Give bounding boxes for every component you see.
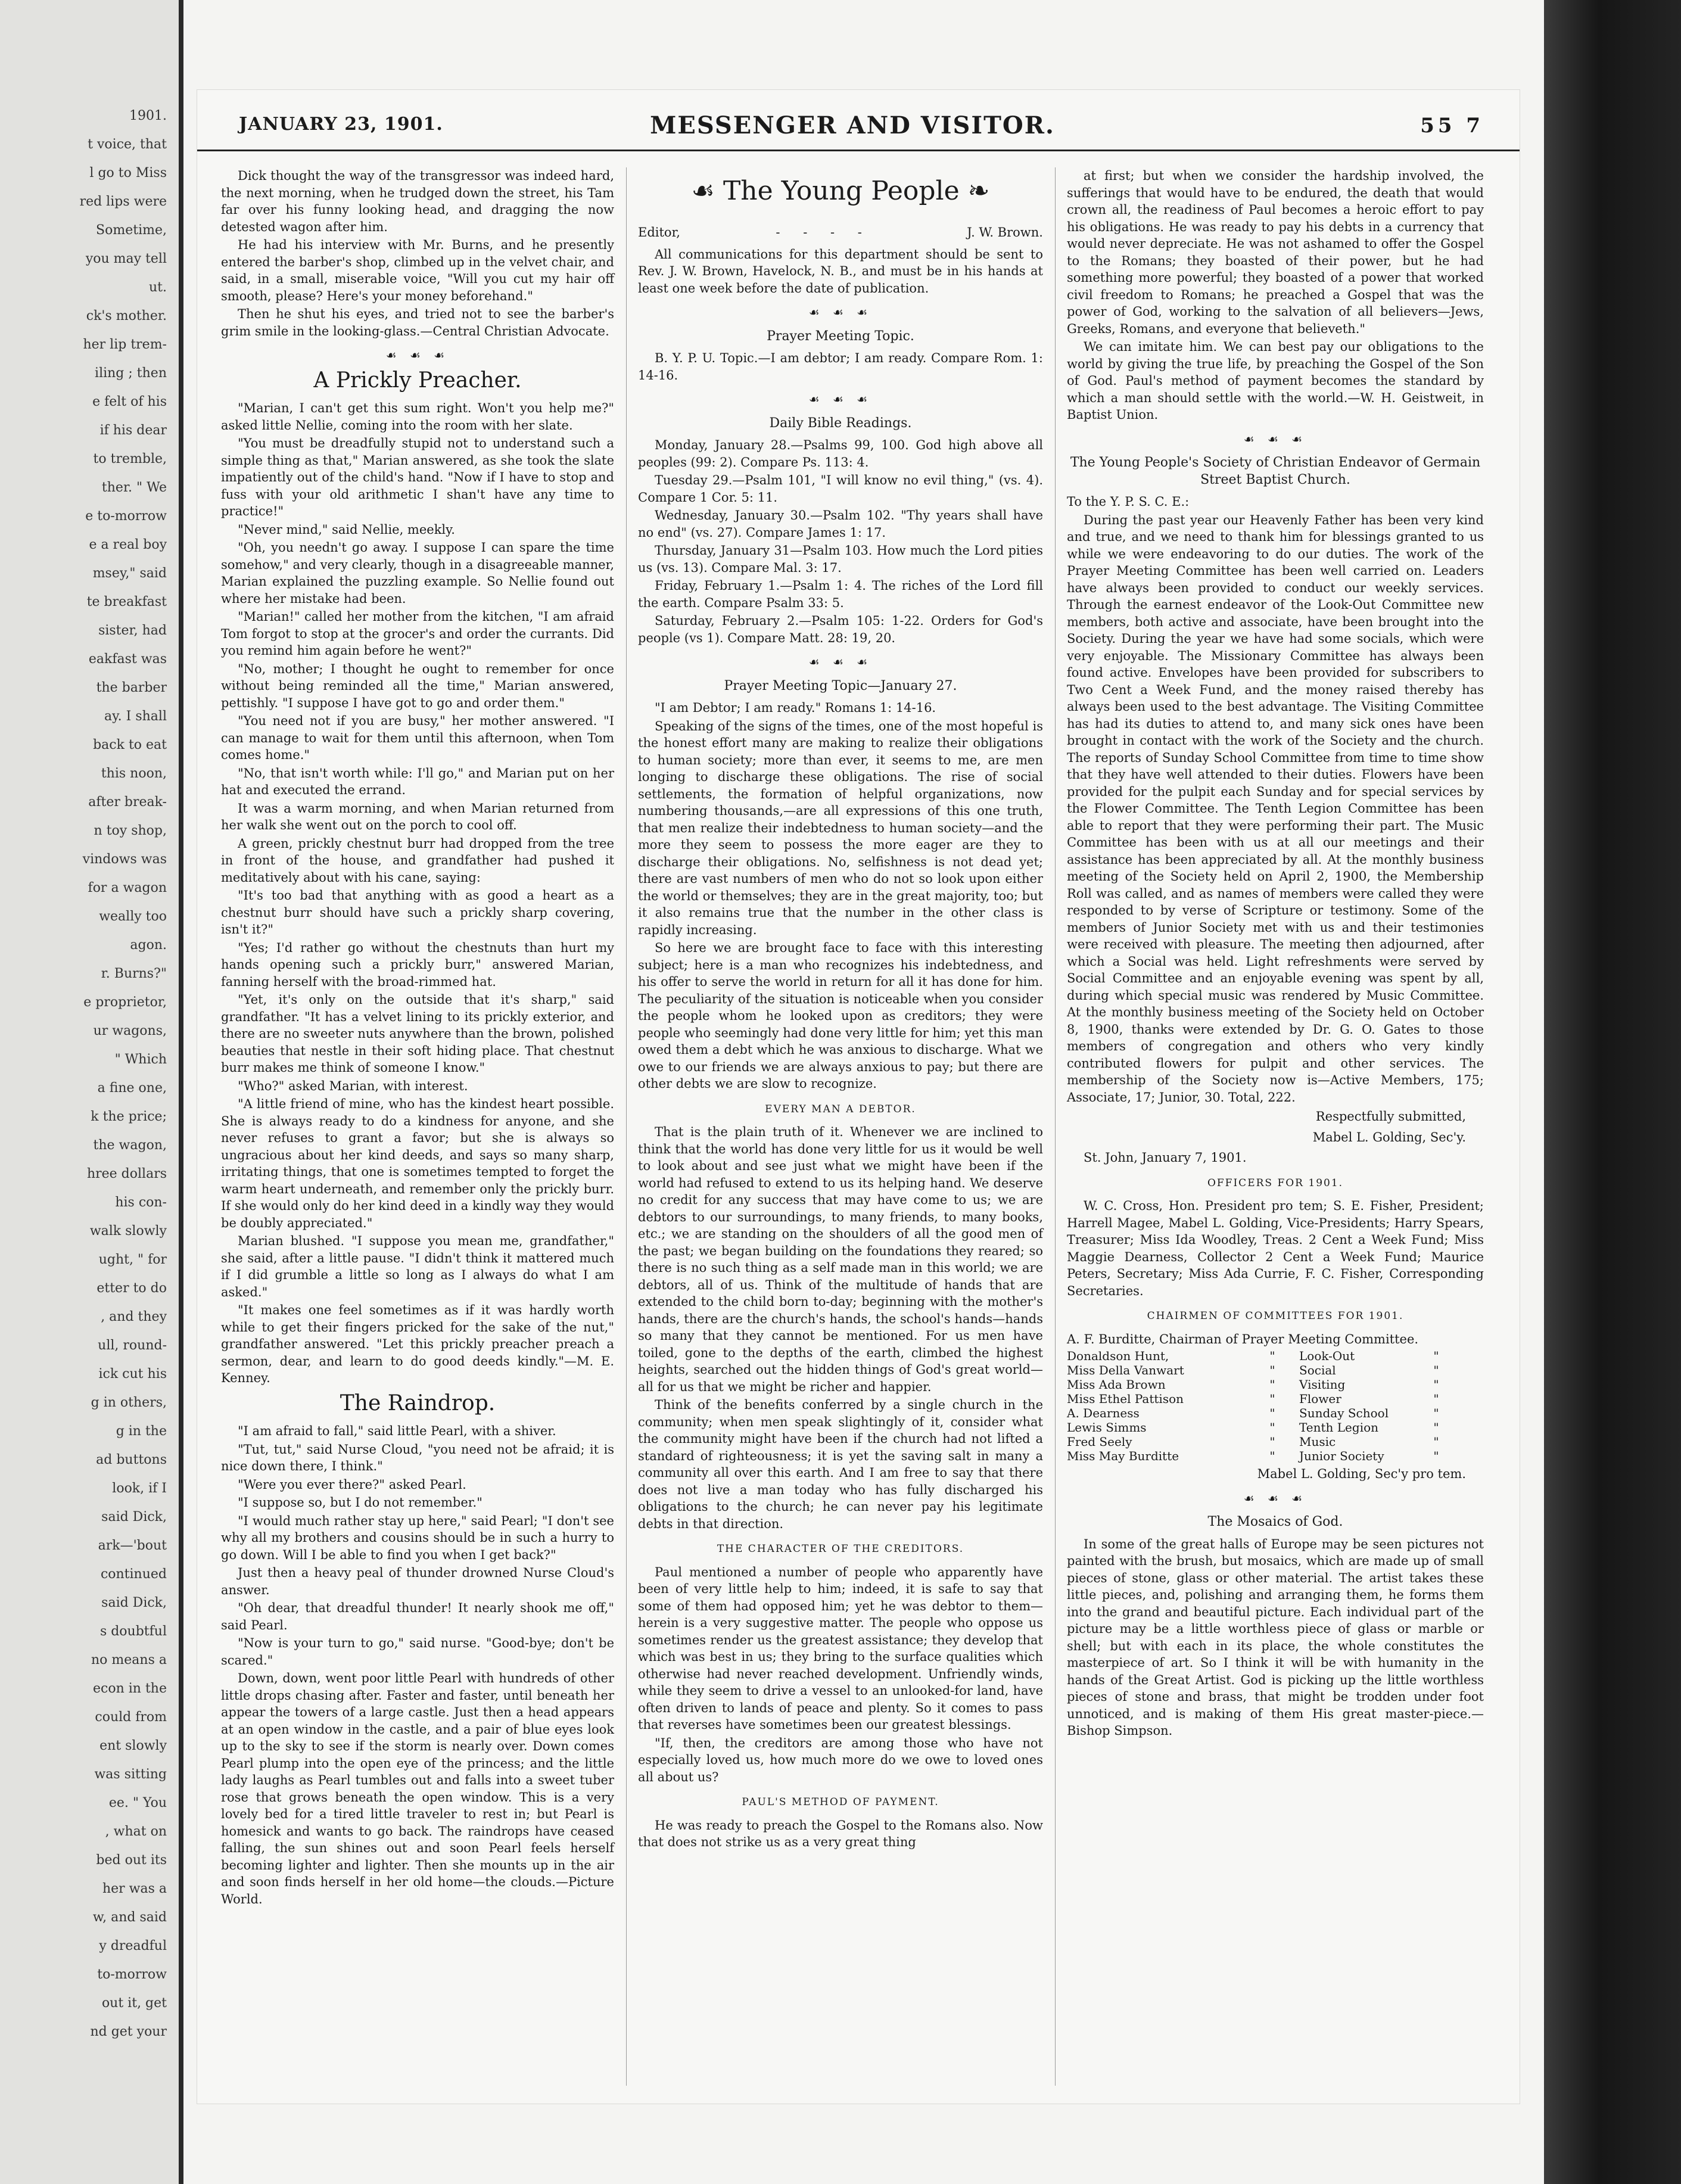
masthead-title: MESSENGER AND VISITOR. (650, 111, 1055, 139)
chairman-name: Fred Seely (1067, 1435, 1132, 1449)
editor-line: Editor, - - - - J. W. Brown. (638, 225, 1043, 239)
ditto-mark: " (1269, 1349, 1275, 1363)
previous-page-fragment: , what on (105, 1824, 167, 1839)
paragraph: "Now is your turn to go," said nurse. "Good-bye; don't be scared." (221, 1636, 614, 1667)
respectfully: Respectfully submitted, (1315, 1109, 1466, 1124)
paragraph: We can imitate him. We can best pay our obligations to the world by giving the true life, by preaching the Gospel of the Son of God. Paul's method of payment becomes the standard by which a man should settle with the world.—W. H. Geistweit, in Baptist Union. (1067, 340, 1484, 422)
previous-page-fragment: was sitting (94, 1767, 167, 1782)
paragraph: Just then a heavy peal of thunder drowned Nurse Cloud's answer. (221, 1566, 614, 1597)
paragraph: It was a warm morning, and when Marian returned from her walk she went out on the porch to cool off. (221, 801, 614, 832)
newspaper-page (197, 89, 1520, 2104)
paragraph: So here we are brought face to face with this interesting subject; here is a man who recognizes his indebtedness, and his offer to serve the world in return for all it has done for him. The peculiarity of the situation is noticeable when you consider the people whom he looked upon as creditors; they were people who seemingly had done very little for him; yet this man owed them a debt which he was anxious to discharge. What we owe to our friends we are always anxious to pay; but there are other debts we are slow to recognize. (638, 941, 1043, 1091)
prayer-topic-text: B. Y. P. U. Topic.—I am debtor; I am ready. Compare Rom. 1: 14-16. (638, 351, 1043, 382)
salutation: To the Y. P. S. C. E.: (1067, 494, 1190, 509)
raindrop-body (221, 1423, 614, 1908)
subheading-payment: PAUL'S METHOD OF PAYMENT. (742, 1796, 939, 1808)
ditto-mark: " (1433, 1449, 1439, 1463)
paragraph: "You need not if you are busy," her mother answered. "I can manage to wait for them until this afternoon, when Tom comes home." (221, 714, 614, 762)
chairmen-table (1067, 1349, 1484, 1463)
article-title-raindrop: The Raindrop. (340, 1390, 496, 1415)
previous-page-fragment: e felt of his (92, 394, 167, 409)
committee-name: Junior Society (1299, 1449, 1384, 1463)
ditto-mark: " (1433, 1420, 1439, 1435)
committee-name: Tenth Legion (1299, 1420, 1379, 1435)
prayer-topic-heading: Prayer Meeting Topic. (767, 328, 914, 344)
ornament: ☙ ☙ ☙ (808, 392, 873, 406)
ditto-mark: " (1269, 1420, 1275, 1435)
article-title-prickly-preacher: A Prickly Preacher. (313, 368, 522, 393)
chairman-row (1067, 1377, 1484, 1392)
previous-page-fragment: te breakfast (86, 595, 167, 609)
paragraph: "Oh, you needn't go away. I suppose I can spare the time somehow," and very clearly, though in a disagreeable manner, Marian explained the puzzling example. So Nellie found out where her mistake had been. (221, 540, 614, 606)
previous-page-fragment: t voice, that (88, 137, 167, 152)
previous-page-fragment: if his dear (99, 423, 167, 438)
paragraph: "Tut, tut," said Nurse Cloud, "you need not be afraid; it is nice down there, I think." (221, 1442, 614, 1473)
column-1 (221, 167, 614, 1909)
previous-page-fragment: n toy shop, (94, 823, 167, 838)
ditto-mark: " (1269, 1449, 1275, 1463)
column-2 (638, 218, 1043, 1852)
previous-page-fragment: ur wagons, (93, 1023, 167, 1038)
subheading-creditors: THE CHARACTER OF THE CREDITORS. (717, 1543, 964, 1555)
daily-readings-list (638, 437, 1043, 646)
previous-page-fragment: ut. (148, 280, 167, 295)
payment-para: He was ready to preach the Gospel to the Romans also. Now that does not strike us as a very great thing (638, 1818, 1043, 1849)
dick-story-ending (221, 167, 614, 340)
paragraph: "Marian!" called her mother from the kitchen, "I am afraid Tom forgot to stop at the grocer's and order the currants. Did you remind him again before he went?" (221, 609, 614, 658)
previous-page-fragment: you may tell (85, 251, 167, 266)
chairman-name: Lewis Simms (1067, 1420, 1147, 1435)
previous-page-fragment: ent slowly (99, 1738, 167, 1753)
paragraph: Dick thought the way of the transgressor was indeed hard, the next morning, when he trudged down the street, his Tam far over his funny looking head, and dragging the now detested wagon after him. (221, 169, 614, 234)
chairman-name: Donaldson Hunt, (1067, 1349, 1169, 1363)
officers-list: W. C. Cross, Hon. President pro tem; S. E. Fisher, President; Harrell Magee, Mabel L. Golding, Vice-Presidents; Harry Spears, Treasurer; Miss Ida Woodley, Treas. 2 Cent a Week Fund; Miss Maggie Dearness, Collector 2 Cent a Week Fund; Maurice Peters, Secretary; Miss Ada Currie, F. C. Fisher, Corresponding Secretaries. (1067, 1199, 1484, 1298)
previous-page-fragment: no means a (91, 1653, 167, 1667)
previous-page-fragment: 1901. (129, 108, 167, 123)
chairman-row (1067, 1392, 1484, 1406)
ditto-mark: " (1433, 1349, 1439, 1363)
section-title-young-people: ☙ The Young People ❧ (691, 176, 990, 206)
paragraph: "Never mind," said Nellie, meekly. (238, 522, 455, 537)
chairman-name: Miss Della Vanwart (1067, 1363, 1184, 1377)
chairman-row (1067, 1420, 1484, 1435)
previous-page-fragment: ck's mother. (86, 309, 167, 323)
ditto-mark: " (1433, 1406, 1439, 1420)
chairmen-heading: CHAIRMEN OF COMMITTEES FOR 1901. (1147, 1310, 1404, 1322)
chairmen-signature: Mabel L. Golding, Sec'y pro tem. (1257, 1467, 1466, 1481)
chairman-row (1067, 1435, 1484, 1449)
ornament: ☙ ☙ ☙ (1243, 1491, 1308, 1505)
creditors-body (638, 1564, 1043, 1786)
committee-name: Look-Out (1299, 1349, 1355, 1363)
previous-page-fragment: g in the (116, 1424, 167, 1439)
paragraph: Think of the benefits conferred by a single church in the community; when men speak slightingly of it, consider what the community might have been if the church had not lifted a standard of righteousness; it is yet the saving salt in many a community all over this earth. And I am free to say that there does not live a man today who has fully discharged his obligations to the church; he can never pay his legitimate debts in that direction. (638, 1398, 1043, 1531)
previous-page-fragment: said Dick, (101, 1595, 167, 1610)
previous-page-fragment: the wagon, (93, 1138, 167, 1153)
book-spine (1544, 0, 1681, 2184)
paragraph: "It makes one feel sometimes as if it was hardly worth while to get their fingers pricked for the sake of the nut," grandfather answered. "Let this prickly preacher preach a sermon, dear, and learn to do good deeds kindly."—M. E. Kenney. (221, 1303, 614, 1385)
fleuron-icon: ☙ (691, 176, 715, 206)
topic-intro (638, 718, 1043, 1093)
issue-date: JANUARY 23, 1901. (239, 114, 443, 135)
previous-page-fragment: ay. I shall (104, 709, 167, 724)
subheading-every-man: EVERY MAN A DEBTOR. (765, 1103, 916, 1115)
paragraph: "Marian, I can't get this sum right. Won't you help me?" asked little Nellie, coming into the room with her slate. (221, 401, 614, 433)
chairmen-first: A. F. Burditte, Chairman of Prayer Meeting Committee. (1067, 1331, 1419, 1346)
page-number: 55 7 (1420, 114, 1484, 138)
paragraph: "A little friend of mine, who has the kindest heart possible. She is always ready to do a kindness for anyone, and she never refuses to grant a favor; but she is always so ungracious about her kind deeds, and says so many sharp, irritating things, that one is sometimes tempted to forget the warm heart underneath, and remember only the prickly burr. If she would only do her kind deed in a kindly way they would be doubly appreciated." (221, 1097, 614, 1230)
paragraph: Down, down, went poor little Pearl with hundreds of other little drops chasing after. Faster and faster, until beneath her appear the towers of a large castle. Just then a head appears at an open window in the castle, and a pair of blue eyes look up to the sky to see if the storm is nearly over. Down comes Pearl plump into the open eye of the princess; and the little lady laughs as Pearl tumbles out and falls into a sweet tuber rose that grows beneath the open window. This is a very lovely bed for a tired little traveler to rest in; but Pearl is homesick and wants to go back. The raindrops have ceased falling, the sun shines out and soon Pearl feels herself becoming lighter and lighter. Then she mounts up in the air and soon finds herself in her old home—the clouds.—Picture World. (221, 1671, 614, 1906)
ditto-mark: " (1269, 1377, 1275, 1392)
fleuron-icon: ❧ (967, 176, 990, 206)
communications-notice: All communications for this department should be sent to Rev. J. W. Brown, Havelock, N. B., and must be in his hands at least one week before the date of publication. (638, 247, 1043, 295)
paragraph: Then he shut his eyes, and tried not to see the barber's grim smile in the looking-glass.—Central Christian Advocate. (221, 307, 614, 338)
paragraph: "Who?" asked Marian, with interest. (238, 1078, 468, 1093)
paragraph: at first; but when we consider the hardship involved, the sufferings that would have to be endured, the death that would crown all, the readiness of Paul becomes a heroic effort to pay his obligations. He was ready to pay his debts in a currency that would never depreciate. He was not ashamed to offer the Gospel to the Romans; they boasted of their power, but he had something more powerful; they boasted of a power that worked civil freedom to Romans; he preached a Gospel that was the power of God, working to the salvation of all believers—Jews, Greeks, Romans, and everyone that believeth." (1067, 169, 1484, 336)
previous-page-fragment: continued (100, 1567, 167, 1582)
previous-page-fragment: w, and said (92, 1910, 167, 1925)
previous-page-fragment: sister, had (98, 623, 167, 638)
previous-page-fragment: look, if I (112, 1481, 167, 1496)
chairman-name: Miss Ada Brown (1067, 1377, 1166, 1392)
previous-page-fragment: agon. (130, 938, 167, 953)
previous-page-fragment: k the price; (91, 1109, 167, 1124)
society-heading: The Young People's Society of Christian Endeavor of Germain Street Baptist Church. (1070, 455, 1481, 487)
paragraph: "No, that isn't worth while: I'll go," and Marian put on her hat and executed the errand. (221, 766, 614, 797)
previous-page-fragment: red lips were (79, 194, 167, 209)
paragraph: "I suppose so, but I do not remember." (238, 1495, 482, 1510)
previous-page-fragment: e proprietor, (83, 995, 167, 1010)
previous-page-fragment: nd get your (90, 2024, 167, 2039)
paragraph: He had his interview with Mr. Burns, and he presently entered the barber's shop, climbed up in the velvet chair, and said, in a small, miserable voice, "Will you cut my hair off smooth, please? Here's your money beforehand." (221, 238, 614, 303)
paragraph: "If, then, the creditors are among those who have not especially loved us, how much more do we owe to loved ones all about us? (638, 1735, 1043, 1784)
ditto-mark: " (1269, 1435, 1275, 1449)
mosaics-body: In some of the great halls of Europe may be seen pictures not painted with the brush, but mosaics, which are made up of small pieces of stone, glass or other material. The artist takes these little pieces, and, polishing and arranging them, he forms them into the grand and beautiful picture. Each individual part of the picture may be a little worthless piece of glass or marble or shell; but with each in its place, the whole constitutes the masterpiece of art. So I think it will be with humanity in the hands of the Great Artist. God is picking up the little worthless pieces of stone and brass, that might be trodden under foot unnoticed, and is making of them His great master-piece.—Bishop Simpson. (1067, 1536, 1484, 1738)
previous-page-fragment: her was a (102, 1881, 167, 1896)
pm-topic-ref: "I am Debtor; I am ready." Romans 1: 14-16. (655, 701, 936, 715)
previous-page-fragment: , and they (101, 1309, 167, 1324)
previous-page-fragment: g in others, (91, 1395, 167, 1410)
chairman-row (1067, 1349, 1484, 1363)
committee-name: Sunday School (1299, 1406, 1389, 1420)
previous-page-fragment: hree dollars (86, 1166, 167, 1181)
ditto-mark: " (1269, 1406, 1275, 1420)
chairman-name: A. Dearness (1067, 1406, 1140, 1420)
paragraph: Speaking of the signs of the times, one of the most hopeful is the honest effort many are making to realize their obligations to human society; more than ever, it seems to me, are men longing to discharge these obligations. The rise of social settlements, the formation of helpful organizations, now numbering thousands,—are all expressions of this one truth, that men realize their indebtedness to human society—and the more they seem to possess the more eager are they to discharge their obligations. No, selfishness is not dead yet; there are vast numbers of men who do not so look upon either the world or themselves; they are in the great majority, too; but it also remains true that the number in the other class is rapidly increasing. (638, 718, 1043, 937)
ditto-mark: " (1269, 1392, 1275, 1406)
previous-page-fragment: her lip trem- (83, 337, 167, 352)
chairman-row (1067, 1406, 1484, 1420)
daily-reading-item: Tuesday 29.—Psalm 101, "I will know no evil thing," (vs. 4). Compare 1 Cor. 5: 11. (638, 473, 1043, 505)
paragraph: That is the plain truth of it. Whenever we are inclined to think that the world has done very little for us it would be well to look about and see just what we might have been if the world had refused to extend to us its helping hand. We deserve no credit for any success that may have come to us; we are debtors to our surroundings, to many friends, to many books, etc.; we are standing on the shoulders of all the good men of the past; we began building on the foundations they reared; so there is no such thing as a self made man in this world; we are debtors, all of us. Think of the multitude of hands that are extended to the child born to-day; beginning with the mother's hands, there are the church's hands, the school's hands—hands so many that they cannot be mentioned. For us men have toiled, gone to the depths of the earth, climbed the highest heights, searched out the hidden things of God's great world—all for us that we might be richer and happier. (638, 1125, 1043, 1394)
previous-page-fragment: econ in the (93, 1681, 167, 1696)
previous-page-fragment: the barber (96, 680, 167, 695)
paragraph: Marian blushed. "I suppose you mean me, grandfather," she said, after a little pause. "I didn't think it mattered much if I did grumble a little so long as I always do what I am asked." (221, 1234, 614, 1299)
previous-page-fragment: iling ; then (95, 366, 167, 381)
ornament: ☙ ☙ ☙ (808, 655, 873, 669)
paragraph: "You must be dreadfully stupid not to understand such a simple thing as that," Marian answered, as she took the slate impatiently out of the child's hand. "Now if I have to stop and fuss with your old arithmetic I shan't have any time to practice!" (221, 436, 614, 518)
previous-page-fragment: etter to do (96, 1281, 167, 1296)
previous-page-fragment: r. Burns?" (101, 966, 167, 981)
previous-page-fragment: out it, get (101, 1996, 167, 2011)
paragraph: "Oh dear, that dreadful thunder! It nearly shook me off," said Pearl. (221, 1601, 614, 1632)
previous-page-fragment: Sometime, (96, 223, 167, 238)
previous-page-fragment: vindows was (82, 852, 167, 867)
previous-page-fragment: to-morrow (97, 1967, 167, 1982)
previous-page-fragment: s doubtful (99, 1624, 167, 1639)
previous-page-fragment: bed out its (96, 1853, 167, 1868)
daily-reading-item: Saturday, February 2.—Psalm 105: 1-22. Orders for God's people (vs 1). Compare Matt. 28: 19, 20. (638, 614, 1043, 645)
ornament: ☙ ☙ ☙ (808, 305, 873, 319)
paragraph: "Were you ever there?" asked Pearl. (238, 1477, 466, 1492)
column-rule (1055, 167, 1056, 2086)
previous-page-fragment: weally too (99, 909, 167, 924)
chairman-name: Miss May Burditte (1067, 1449, 1179, 1463)
committee-name: Music (1299, 1435, 1336, 1449)
paragraph: "I am afraid to fall," said little Pearl, with a shiver. (238, 1424, 556, 1438)
continued-text (1067, 167, 1484, 424)
paragraph: "It's too bad that anything with as good a heart as a chestnut burr should have such a prickly sharp covering, isn't it?" (221, 888, 614, 937)
daily-reading-item: Friday, February 1.—Psalm 1: 4. The riches of the Lord fill the earth. Compare Psalm 33: 5. (638, 578, 1043, 610)
previous-page-fragment: for a wagon (88, 881, 167, 895)
previous-page-fragment: a fine one, (97, 1081, 167, 1096)
daily-reading-item: Wednesday, January 30.—Psalm 102. "Thy years shall have no end" (vs. 27). Compare James 1: 17. (638, 508, 1043, 540)
paragraph: "Yet, it's only on the outside that it's sharp," said grandfather. "It has a velvet lining to its prickly exterior, and there are no sweeter nuts anywhere than the brown, polished beauties that nestle in their soft hiding place. That chestnut burr makes me think of someone I know." (221, 993, 614, 1075)
previous-page-fragment: to tremble, (93, 452, 167, 466)
secretary-signature: Mabel L. Golding, Sec'y. (1312, 1130, 1466, 1144)
place-date: St. John, January 7, 1901. (1084, 1150, 1247, 1165)
previous-page-fragment: e a real boy (89, 537, 167, 552)
paragraph: Paul mentioned a number of people who apparently have been of very little help to him; indeed, it is safe to say that some of them had opposed him; yet he was debtor to them—herein is a very suggestive matter. The people who oppose us sometimes render us the greatest assistance; they develop that which was best in us; they bring to the surface qualities which otherwise had never reached development. Unfriendly winds, while they seem to drive a vessel to an unlooked-for land, have often driven to lands of peace and plenty. So it comes to pass that reverses have sometimes been our greatest blessings. (638, 1564, 1043, 1732)
previous-page-fragment: after break- (88, 795, 167, 810)
previous-page-fragment: this noon, (101, 766, 167, 781)
prickly-preacher-body (221, 400, 614, 1387)
previous-page-fragment: ee. " You (108, 1796, 167, 1810)
previous-page-fragment: could from (95, 1710, 167, 1725)
previous-page-fragment: ad buttons (96, 1452, 167, 1467)
column-rule (626, 167, 627, 2086)
paragraph: "I would much rather stay up here," said Pearl; "I don't see why all my brothers and cousins should be in such a hurry to go down. Will I be able to find you when I get back?" (221, 1513, 614, 1562)
previous-page-fragment: ught, " for (98, 1252, 167, 1267)
committee-name: Visiting (1299, 1377, 1346, 1392)
previous-page-fragment: ull, round- (98, 1338, 167, 1353)
committee-name: Social (1299, 1363, 1336, 1377)
previous-page-fragment: his con- (115, 1195, 167, 1210)
daily-readings-heading: Daily Bible Readings. (769, 415, 912, 431)
paragraph: "Yes; I'd rather go without the chestnuts than hurt my hands opening such a prickly burr," answered Marian, fanning herself with the broad-rimmed hat. (221, 940, 614, 989)
mosaics-heading: The Mosaics of God. (1207, 1514, 1343, 1529)
previous-page-fragment: y dreadful (99, 1939, 167, 1953)
chairman-row (1067, 1449, 1484, 1463)
previous-page-fragment: ick cut his (98, 1367, 167, 1382)
column-3 (1067, 167, 1484, 1741)
daily-reading-item: Monday, January 28.—Psalms 99, 100. God high above all peoples (99: 2). Compare Ps. 113: 4. (638, 438, 1043, 469)
pm-topic-heading: Prayer Meeting Topic—January 27. (724, 678, 957, 693)
previous-page-fragment: back to eat (93, 738, 167, 752)
previous-page-fragment: ark—'bout (98, 1538, 167, 1553)
ditto-mark: " (1433, 1363, 1439, 1377)
ditto-mark: " (1433, 1377, 1439, 1392)
previous-page-fragment: " Which (114, 1052, 167, 1067)
chairman-row (1067, 1363, 1484, 1377)
previous-page-fragment: said Dick, (101, 1510, 167, 1525)
every-man-body (638, 1124, 1043, 1532)
previous-page-fragment: e to-morrow (85, 509, 167, 524)
previous-page-fragment: ther. " We (101, 480, 167, 495)
page-header (197, 111, 1520, 151)
daily-reading-item: Thursday, January 31—Psalm 103. How much the Lord pities us (vs. 13). Compare Mal. 3: 17. (638, 543, 1043, 575)
paragraph: A green, prickly chestnut burr had dropped from the tree in front of the house, and grandfather had pushed it meditatively about with his cane, saying: (221, 836, 614, 885)
ditto-mark: " (1269, 1363, 1275, 1377)
committee-name: Flower (1299, 1392, 1341, 1406)
ditto-mark: " (1433, 1435, 1439, 1449)
chairman-name: Miss Ethel Pattison (1067, 1392, 1184, 1406)
ornament: ☙ ☙ ☙ (385, 348, 450, 362)
annual-report: During the past year our Heavenly Father has been very kind and true, and we need to thank him for blessings granted to us while we were endeavoring to do our duties. The work of the Prayer Meeting Committee has been well carried on. Leaders have always been provided to conduct our weekly services. Through the earnest endeavor of the Look-Out Committee new members, both active and associate, have been brought into the Society. During the year we have had some socials, which were very enjoyable. The Missionary Committee has always been found active. Envelopes have been provided for subscribers to Two Cent a Week Fund, and the money raised thereby has always been used to the best advantage. The Visiting Committee has had its duties to attend to, and many sick ones have been brought in contact with the work of the Society and the church. The reports of Sunday School Committee from time to time show that they have well attended to their duties. Flowers have been provided for the pulpit each Sunday and for special services by the Flower Committee. The Tenth Legion Committee has been able to report that they were performing their part. The Music Committee has been with us at all our meetings and their assistance has been appreciated by all. At the monthly business meeting of the Society held on April 2, 1900, the Membership Roll was called, and as names of members were called they were responded to by verse of Scripture or testimony. Some of the members of Junior Society met with us and their testimonies were received with pleasure. The meeting then adjourned, after which a Social was held. Light refreshments were served by Social Committee and an enjoyable evening was spent by all, during which special music was rendered by Music Committee. At the monthly business meeting of the Society held on October 8, 1900, thanks were extended by Dr. G. O. Gates to those members of congregation and others who very kindly contributed flowers for pulpit and other services. The membership of the Society now is—Active Members, 175; Associate, 17; Junior, 30. Total, 222. (1067, 512, 1484, 1105)
ditto-mark: " (1433, 1392, 1439, 1406)
officers-heading: OFFICERS FOR 1901. (1207, 1177, 1344, 1189)
previous-page-fragment: msey," said (92, 566, 167, 581)
previous-page-fragment: eakfast was (88, 652, 167, 667)
previous-page-fragment: l go to Miss (89, 166, 167, 181)
ornament: ☙ ☙ ☙ (1243, 431, 1308, 446)
paragraph: "No, mother; I thought he ought to remember for once without being reminded all the time," Marian answered, pettishly. "I suppose I have got to go and order them." (221, 661, 614, 710)
previous-page-fragment: walk slowly (89, 1224, 167, 1239)
previous-page-strip (0, 0, 183, 2184)
